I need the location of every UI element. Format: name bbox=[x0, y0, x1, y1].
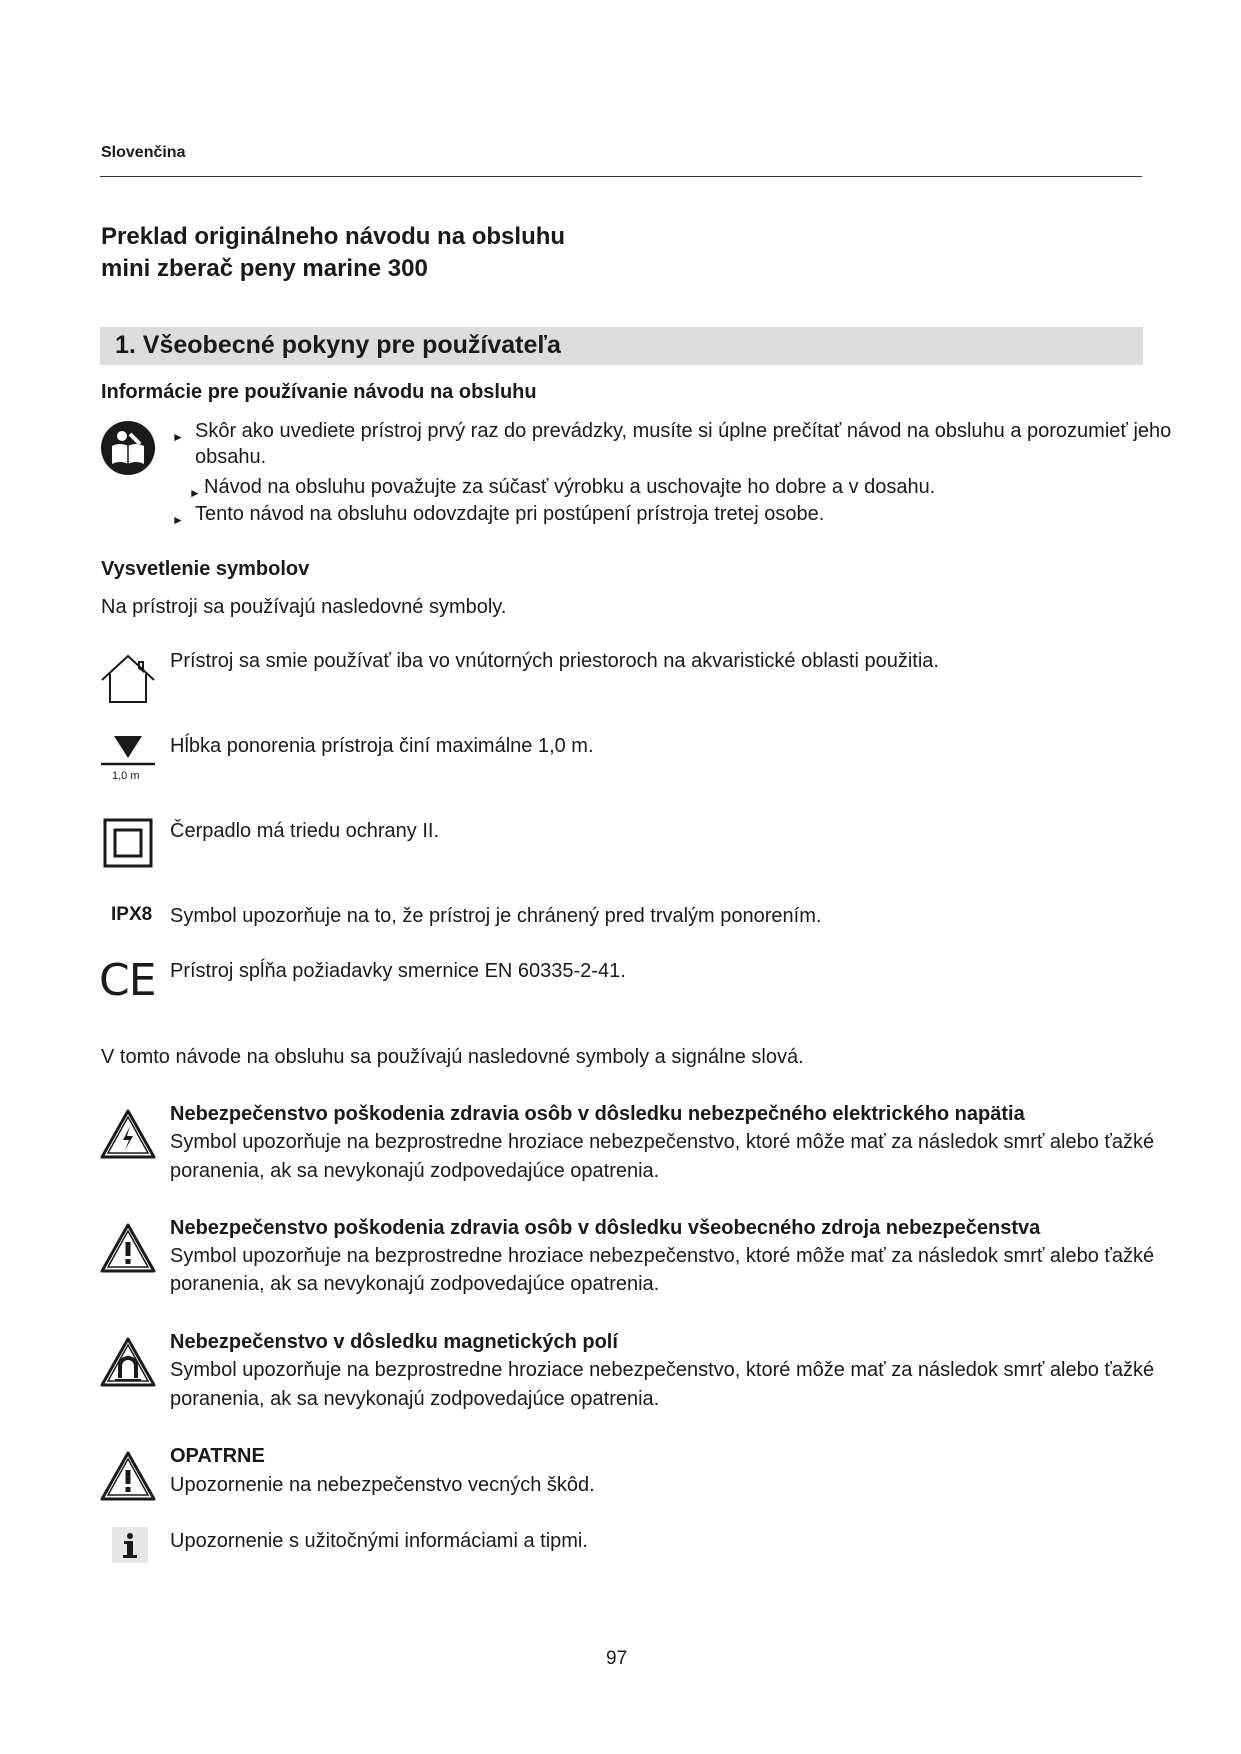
document-title-line1: Preklad originálneho návodu na obsluhu bbox=[101, 223, 566, 250]
electric-hazard-title: Nebezpečenstvo poškodenia zdravia osôb v dôsledku nebezpečného elektrického napätia bbox=[170, 1103, 1025, 1125]
bullet-1-text bbox=[195, 418, 1172, 470]
caution-icon bbox=[99, 1450, 157, 1502]
section-title: 1. Všeobecné pokyny pre používateľa bbox=[115, 331, 561, 359]
magnetic-hazard-title: Nebezpečenstvo v dôsledku magnetických polí bbox=[170, 1331, 618, 1353]
bullet-1-line2: obsahu. bbox=[195, 446, 267, 468]
symbol-class2-text: Čerpadlo má triedu ochrany II. bbox=[170, 820, 440, 842]
electric-hazard-line1: Symbol upozorňuje na bezprostredne hroziace nebezpečenstvo, ktoré môže mať za následok smrť alebo ťažké bbox=[170, 1131, 1155, 1153]
symbol-ce-text: Prístroj spĺňa požiadavky smernice EN 60335-2-41. bbox=[170, 960, 626, 982]
electric-hazard-icon bbox=[99, 1108, 157, 1160]
house-icon bbox=[99, 650, 157, 706]
bullet-3-text: Tento návod na obsluhu odovzdajte pri postúpení prístroja tretej osobe. bbox=[195, 503, 825, 525]
symbols-intro: Na prístroji sa používajú nasledovné symboly. bbox=[101, 596, 507, 618]
general-hazard-title: Nebezpečenstvo poškodenia zdravia osôb v dôsledku všeobecného zdroja nebezpečenstva bbox=[170, 1217, 1041, 1239]
symbol-depth-text: Hĺbka ponorenia prístroja činí maximálne 1,0 m. bbox=[170, 735, 594, 757]
symbol-ipx8-text: Symbol upozorňuje na to, že prístroj je chránený pred trvalým ponorením. bbox=[170, 905, 822, 927]
depth-label: 1,0 m bbox=[112, 770, 140, 782]
magnetic-field-hazard-icon bbox=[99, 1336, 157, 1388]
general-hazard-line1: Symbol upozorňuje na bezprostredne hroziace nebezpečenstvo, ktoré môže mať za následok smrť alebo ťažké bbox=[170, 1245, 1155, 1267]
general-hazard-line2: poranenia, ak sa nevykonajú zodpovedajúce opatrenia. bbox=[170, 1273, 660, 1295]
bullet-1-line1: Skôr ako uvediete prístroj prvý raz do prevádzky, musíte si úplne prečítať návod na obsluhu a porozumieť jeho bbox=[195, 420, 1172, 442]
ce-mark-icon: CE bbox=[99, 955, 156, 1006]
symbol-indoor-text: Prístroj sa smie používať iba vo vnútorných priestoroch na akvaristické oblasti použitia. bbox=[170, 650, 939, 672]
general-hazard-icon bbox=[99, 1222, 157, 1274]
electric-hazard-line2: poranenia, ak sa nevykonajú zodpovedajúce opatrenia. bbox=[170, 1160, 660, 1182]
protection-class-ii-icon bbox=[103, 818, 153, 868]
document-title bbox=[101, 221, 565, 285]
document-title-line2: mini zberač peny marine 300 bbox=[101, 255, 428, 282]
bullet-marker-icon: ► bbox=[172, 430, 184, 444]
symbols-heading: Vysvetlenie symbolov bbox=[101, 558, 310, 580]
bullet-2-text: Návod na obsluhu považujte za súčasť výrobku a uschovajte ho dobre a v dosahu. bbox=[204, 476, 936, 498]
bullet-marker-icon: ► bbox=[189, 486, 201, 500]
read-manual-icon bbox=[100, 420, 156, 476]
info-icon bbox=[112, 1527, 148, 1563]
magnetic-hazard-line1: Symbol upozorňuje na bezprostredne hroziace nebezpečenstvo, ktoré môže mať za následok smrť alebo ťažké bbox=[170, 1359, 1155, 1381]
header-language: Slovenčina bbox=[101, 144, 186, 161]
header-divider bbox=[100, 176, 1142, 177]
section-heading-bar bbox=[100, 327, 1143, 365]
manual-symbols-intro: V tomto návode na obsluhu sa používajú nasledovné symboly a signálne slová. bbox=[101, 1046, 804, 1068]
bullet-marker-icon: ► bbox=[172, 513, 184, 527]
usage-info-heading: Informácie pre používanie návodu na obsluhu bbox=[101, 381, 537, 403]
caution-title: OPATRNE bbox=[170, 1445, 265, 1467]
ipx8-label: IPX8 bbox=[111, 904, 153, 925]
magnetic-hazard-line2: poranenia, ak sa nevykonajú zodpovedajúce opatrenia. bbox=[170, 1388, 660, 1410]
caution-text: Upozornenie na nebezpečenstvo vecných škôd. bbox=[170, 1474, 595, 1496]
submersion-depth-icon bbox=[99, 734, 157, 774]
info-text: Upozornenie s užitočnými informáciami a tipmi. bbox=[170, 1530, 588, 1552]
page-number: 97 bbox=[606, 1648, 628, 1669]
